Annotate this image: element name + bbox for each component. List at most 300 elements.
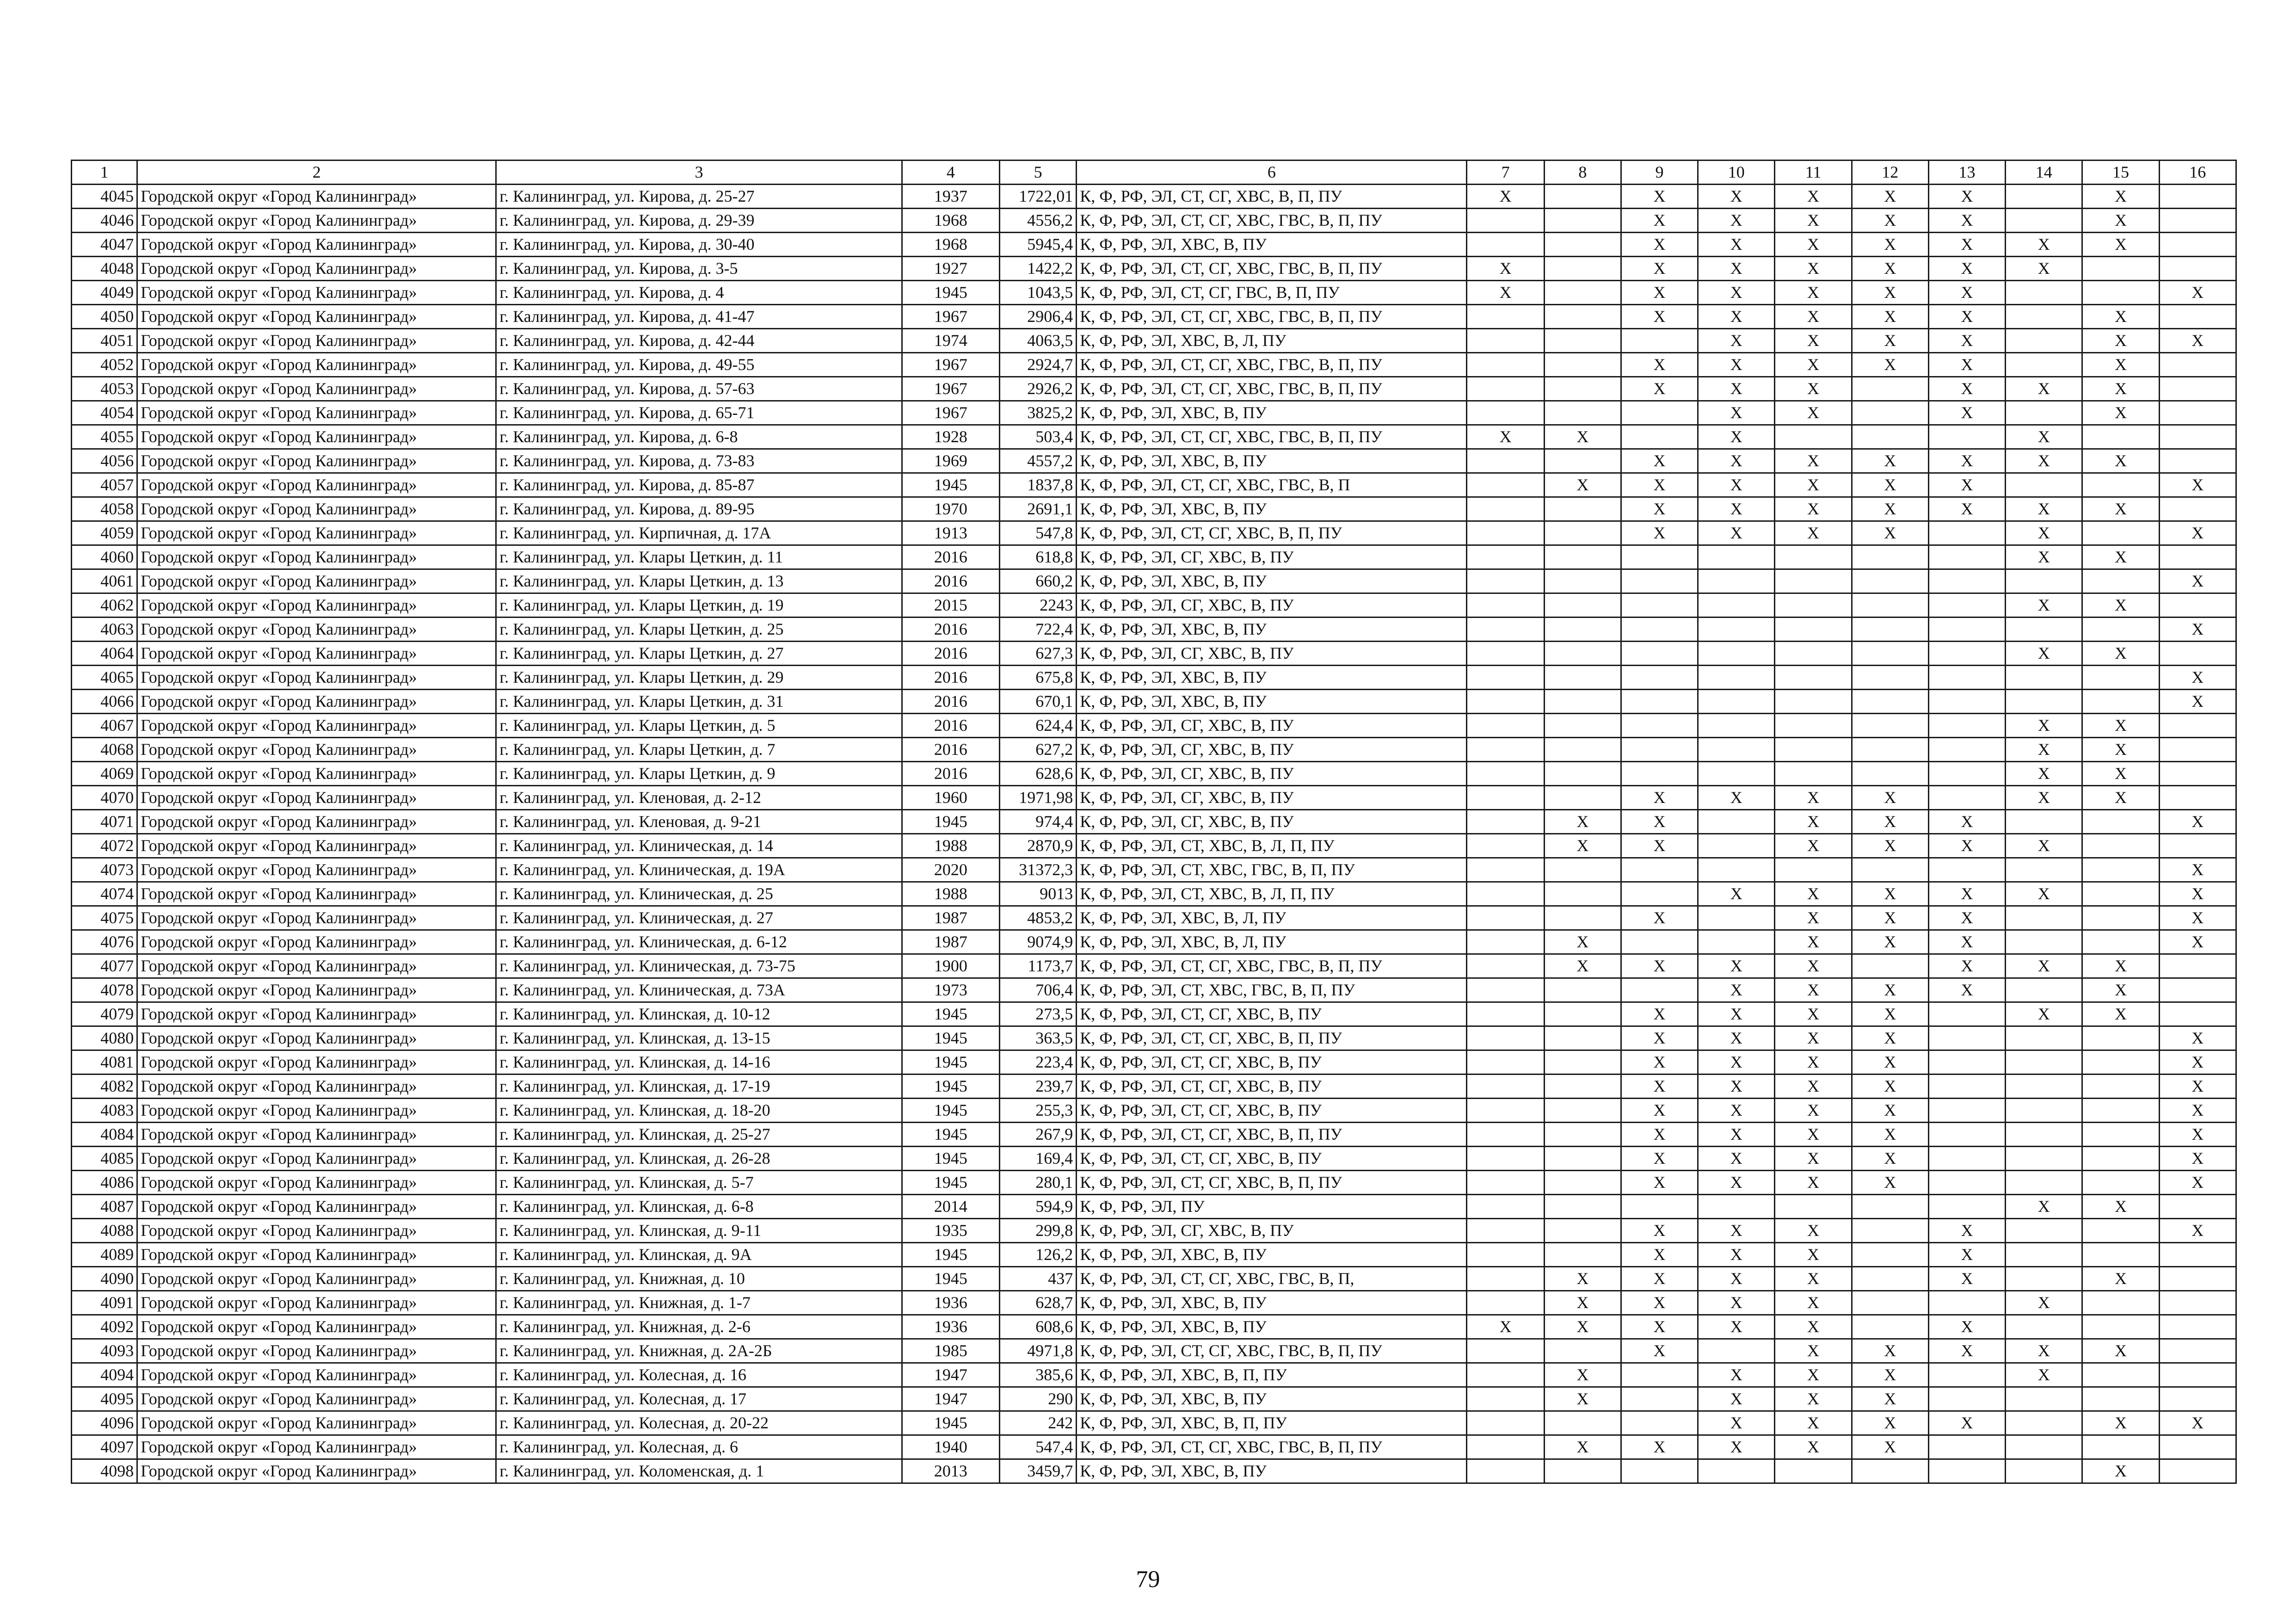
cell-area: 628,7 <box>999 1291 1076 1315</box>
cell-elements: К, Ф, РФ, ЭЛ, СТ, СГ, ХВС, В, П, ПУ <box>1077 521 1467 545</box>
cell-col-15 <box>2082 906 2159 930</box>
cell-row-number: 4096 <box>72 1411 137 1435</box>
table-row <box>72 882 2236 906</box>
cell-col-9: X <box>1621 1147 1698 1171</box>
cell-col-13: X <box>1928 497 2005 521</box>
cell-row-number: 4080 <box>72 1026 137 1050</box>
cell-col-10: X <box>1698 185 1775 209</box>
cell-col-9 <box>1621 642 1698 666</box>
cell-col-8 <box>1544 1339 1621 1363</box>
cell-address: г. Калининград, ул. Клиническая, д. 19А <box>496 858 902 882</box>
cell-address: г. Калининград, ул. Клары Цеткин, д. 9 <box>496 762 902 786</box>
cell-col-14: X <box>2006 954 2082 978</box>
cell-year-built: 1945 <box>902 1411 999 1435</box>
cell-col-13: X <box>1928 233 2005 257</box>
cell-year-built: 1967 <box>902 401 999 425</box>
cell-year-built: 2016 <box>902 762 999 786</box>
cell-col-15 <box>2082 569 2159 593</box>
table-row <box>72 521 2236 545</box>
cell-col-13 <box>1928 1291 2005 1315</box>
cell-address: г. Калининград, ул. Клинская, д. 18-20 <box>496 1099 902 1123</box>
table-row <box>72 954 2236 978</box>
cell-col-14 <box>2006 305 2082 329</box>
cell-col-9: X <box>1621 305 1698 329</box>
cell-col-9: X <box>1621 257 1698 281</box>
cell-col-10: X <box>1698 954 1775 978</box>
cell-year-built: 1968 <box>902 233 999 257</box>
cell-elements: К, Ф, РФ, ЭЛ, СТ, ХВС, В, Л, П, ПУ <box>1077 882 1467 906</box>
cell-col-10: X <box>1698 401 1775 425</box>
cell-row-number: 4066 <box>72 690 137 714</box>
cell-col-15: X <box>2082 1267 2159 1291</box>
cell-elements: К, Ф, РФ, ЭЛ, ХВС, В, ПУ <box>1077 1459 1467 1483</box>
cell-address: г. Калининград, ул. Кирова, д. 30-40 <box>496 233 902 257</box>
cell-row-number: 4078 <box>72 978 137 1002</box>
cell-col-12 <box>1852 425 1928 449</box>
cell-col-13 <box>1928 1171 2005 1195</box>
cell-row-number: 4094 <box>72 1363 137 1387</box>
cell-col-9: X <box>1621 1171 1698 1195</box>
cell-elements: К, Ф, РФ, ЭЛ, СТ, СГ, ХВС, В, ПУ <box>1077 1002 1467 1026</box>
cell-col-13: X <box>1928 257 2005 281</box>
cell-address: г. Калининград, ул. Клары Цеткин, д. 25 <box>496 617 902 642</box>
cell-col-12 <box>1852 401 1928 425</box>
cell-col-9: X <box>1621 281 1698 305</box>
column-header-14: 14 <box>2006 161 2082 185</box>
cell-year-built: 2015 <box>902 593 999 617</box>
cell-year-built: 1937 <box>902 185 999 209</box>
cell-col-14: X <box>2006 1195 2082 1219</box>
cell-col-7 <box>1467 377 1544 401</box>
cell-col-7 <box>1467 1219 1544 1243</box>
cell-col-11: X <box>1775 930 1852 954</box>
cell-col-7: X <box>1467 185 1544 209</box>
cell-col-9 <box>1621 714 1698 738</box>
cell-col-16 <box>2159 1363 2236 1387</box>
cell-col-7 <box>1467 1243 1544 1267</box>
cell-area: 280,1 <box>999 1171 1076 1195</box>
cell-municipality: Городской округ «Город Калининград» <box>137 642 496 666</box>
cell-col-10: X <box>1698 1147 1775 1171</box>
cell-col-12 <box>1852 377 1928 401</box>
cell-col-12: X <box>1852 810 1928 834</box>
cell-row-number: 4065 <box>72 666 137 690</box>
cell-col-8 <box>1544 1195 1621 1219</box>
cell-row-number: 4064 <box>72 642 137 666</box>
cell-col-8 <box>1544 185 1621 209</box>
cell-year-built: 1936 <box>902 1315 999 1339</box>
cell-col-7 <box>1467 1002 1544 1026</box>
cell-col-8 <box>1544 593 1621 617</box>
cell-year-built: 1987 <box>902 930 999 954</box>
cell-col-12 <box>1852 1315 1928 1339</box>
cell-col-9: X <box>1621 786 1698 810</box>
cell-row-number: 4046 <box>72 209 137 233</box>
cell-col-12: X <box>1852 978 1928 1002</box>
table-row <box>72 1219 2236 1243</box>
cell-col-16: X <box>2159 1074 2236 1099</box>
cell-year-built: 1988 <box>902 882 999 906</box>
table-row <box>72 425 2236 449</box>
cell-municipality: Городской округ «Город Калининград» <box>137 401 496 425</box>
table-row <box>72 1123 2236 1147</box>
cell-address: г. Калининград, ул. Клиническая, д. 73-75 <box>496 954 902 978</box>
cell-col-11: X <box>1775 1291 1852 1315</box>
cell-col-7: X <box>1467 425 1544 449</box>
cell-col-12: X <box>1852 930 1928 954</box>
cell-address: г. Калининград, ул. Клинская, д. 17-19 <box>496 1074 902 1099</box>
cell-col-7 <box>1467 1147 1544 1171</box>
cell-col-15: X <box>2082 642 2159 666</box>
cell-col-8 <box>1544 906 1621 930</box>
table-row <box>72 1243 2236 1267</box>
cell-area: 2926,2 <box>999 377 1076 401</box>
cell-col-13 <box>1928 1026 2005 1050</box>
cell-elements: К, Ф, РФ, ЭЛ, СГ, ХВС, В, ПУ <box>1077 786 1467 810</box>
cell-col-9: X <box>1621 209 1698 233</box>
cell-col-12 <box>1852 642 1928 666</box>
cell-col-14: X <box>2006 545 2082 569</box>
cell-col-7 <box>1467 305 1544 329</box>
cell-year-built: 2016 <box>902 642 999 666</box>
table-row <box>72 1339 2236 1363</box>
cell-col-15 <box>2082 617 2159 642</box>
cell-area: 1422,2 <box>999 257 1076 281</box>
cell-area: 670,1 <box>999 690 1076 714</box>
column-number-header-row <box>72 161 2236 185</box>
cell-area: 1837,8 <box>999 473 1076 497</box>
cell-year-built: 1967 <box>902 353 999 377</box>
cell-col-15: X <box>2082 209 2159 233</box>
cell-col-13 <box>1928 642 2005 666</box>
cell-area: 126,2 <box>999 1243 1076 1267</box>
cell-area: 608,6 <box>999 1315 1076 1339</box>
cell-municipality: Городской округ «Город Калининград» <box>137 1339 496 1363</box>
column-header-6: 6 <box>1077 161 1467 185</box>
cell-col-15: X <box>2082 978 2159 1002</box>
cell-area: 4853,2 <box>999 906 1076 930</box>
cell-col-8 <box>1544 714 1621 738</box>
cell-col-15 <box>2082 1026 2159 1050</box>
cell-col-16 <box>2159 738 2236 762</box>
table-row <box>72 666 2236 690</box>
cell-col-8 <box>1544 666 1621 690</box>
cell-col-16: X <box>2159 281 2236 305</box>
cell-elements: К, Ф, РФ, ЭЛ, СТ, ХВС, В, Л, П, ПУ <box>1077 834 1467 858</box>
column-header-12: 12 <box>1852 161 1928 185</box>
cell-col-11: X <box>1775 497 1852 521</box>
cell-col-7 <box>1467 1363 1544 1387</box>
cell-municipality: Городской округ «Город Калининград» <box>137 497 496 521</box>
cell-col-7 <box>1467 690 1544 714</box>
table-row <box>72 497 2236 521</box>
cell-address: г. Калининград, ул. Клары Цеткин, д. 31 <box>496 690 902 714</box>
cell-address: г. Калининград, ул. Кирова, д. 3-5 <box>496 257 902 281</box>
cell-elements: К, Ф, РФ, ЭЛ, ПУ <box>1077 1195 1467 1219</box>
cell-col-9 <box>1621 666 1698 690</box>
cell-col-7 <box>1467 497 1544 521</box>
cell-col-16 <box>2159 1291 2236 1315</box>
cell-col-15 <box>2082 1315 2159 1339</box>
cell-col-14 <box>2006 1411 2082 1435</box>
cell-col-8 <box>1544 545 1621 569</box>
cell-col-11: X <box>1775 954 1852 978</box>
cell-address: г. Калининград, ул. Клинская, д. 9А <box>496 1243 902 1267</box>
cell-municipality: Городской округ «Город Калининград» <box>137 377 496 401</box>
table-row <box>72 1411 2236 1435</box>
cell-col-14 <box>2006 1099 2082 1123</box>
cell-address: г. Калининград, ул. Клинская, д. 10-12 <box>496 1002 902 1026</box>
cell-col-13: X <box>1928 906 2005 930</box>
cell-col-10 <box>1698 545 1775 569</box>
cell-col-9 <box>1621 593 1698 617</box>
cell-col-14: X <box>2006 1339 2082 1363</box>
cell-col-15: X <box>2082 762 2159 786</box>
cell-municipality: Городской округ «Город Калининград» <box>137 954 496 978</box>
table-row <box>72 1195 2236 1219</box>
cell-municipality: Городской округ «Город Калининград» <box>137 449 496 473</box>
cell-address: г. Калининград, ул. Книжная, д. 10 <box>496 1267 902 1291</box>
column-header-8: 8 <box>1544 161 1621 185</box>
cell-elements: К, Ф, РФ, ЭЛ, ХВС, В, ПУ <box>1077 401 1467 425</box>
cell-col-11 <box>1775 714 1852 738</box>
cell-col-10: X <box>1698 1026 1775 1050</box>
cell-col-16: X <box>2159 1219 2236 1243</box>
cell-elements: К, Ф, РФ, ЭЛ, СТ, ХВС, ГВС, В, П, ПУ <box>1077 978 1467 1002</box>
table-row <box>72 1435 2236 1459</box>
cell-area: 660,2 <box>999 569 1076 593</box>
cell-col-12 <box>1852 617 1928 642</box>
table-row <box>72 810 2236 834</box>
cell-col-11: X <box>1775 1387 1852 1411</box>
cell-col-10: X <box>1698 257 1775 281</box>
cell-municipality: Городской округ «Город Калининград» <box>137 1363 496 1387</box>
cell-col-9: X <box>1621 1243 1698 1267</box>
cell-col-14: X <box>2006 642 2082 666</box>
cell-col-10 <box>1698 569 1775 593</box>
cell-col-14: X <box>2006 425 2082 449</box>
cell-col-15: X <box>2082 233 2159 257</box>
cell-col-8 <box>1544 329 1621 353</box>
cell-col-13: X <box>1928 185 2005 209</box>
cell-col-16: X <box>2159 1099 2236 1123</box>
cell-col-15: X <box>2082 545 2159 569</box>
cell-col-7 <box>1467 978 1544 1002</box>
cell-col-11: X <box>1775 1411 1852 1435</box>
cell-col-16 <box>2159 233 2236 257</box>
cell-col-8 <box>1544 449 1621 473</box>
cell-col-7 <box>1467 353 1544 377</box>
cell-col-10 <box>1698 858 1775 882</box>
cell-col-10: X <box>1698 1074 1775 1099</box>
cell-area: 618,8 <box>999 545 1076 569</box>
cell-year-built: 1974 <box>902 329 999 353</box>
cell-col-8 <box>1544 858 1621 882</box>
cell-col-9: X <box>1621 1050 1698 1074</box>
cell-elements: К, Ф, РФ, ЭЛ, ХВС, В, П, ПУ <box>1077 1411 1467 1435</box>
cell-municipality: Городской округ «Город Калининград» <box>137 786 496 810</box>
cell-elements: К, Ф, РФ, ЭЛ, СТ, СГ, ХВС, В, П, ПУ <box>1077 185 1467 209</box>
cell-col-13: X <box>1928 281 2005 305</box>
cell-col-7 <box>1467 1387 1544 1411</box>
cell-elements: К, Ф, РФ, ЭЛ, СТ, СГ, ГВС, В, П, ПУ <box>1077 281 1467 305</box>
cell-col-10: X <box>1698 1050 1775 1074</box>
cell-col-16 <box>2159 1387 2236 1411</box>
cell-address: г. Калининград, ул. Кленовая, д. 9-21 <box>496 810 902 834</box>
cell-col-7 <box>1467 1074 1544 1099</box>
cell-col-12: X <box>1852 209 1928 233</box>
cell-col-7 <box>1467 1026 1544 1050</box>
cell-col-10: X <box>1698 1363 1775 1387</box>
cell-col-7 <box>1467 1459 1544 1483</box>
cell-col-12: X <box>1852 1099 1928 1123</box>
cell-col-10: X <box>1698 1435 1775 1459</box>
cell-address: г. Калининград, ул. Кирова, д. 85-87 <box>496 473 902 497</box>
cell-address: г. Калининград, ул. Клиническая, д. 73А <box>496 978 902 1002</box>
cell-col-10: X <box>1698 377 1775 401</box>
cell-col-8 <box>1544 1147 1621 1171</box>
cell-col-9 <box>1621 569 1698 593</box>
cell-col-8: X <box>1544 1315 1621 1339</box>
cell-row-number: 4073 <box>72 858 137 882</box>
cell-col-14: X <box>2006 762 2082 786</box>
cell-row-number: 4045 <box>72 185 137 209</box>
cell-area: 4971,8 <box>999 1339 1076 1363</box>
cell-year-built: 1947 <box>902 1363 999 1387</box>
cell-row-number: 4093 <box>72 1339 137 1363</box>
cell-area: 2906,4 <box>999 305 1076 329</box>
cell-year-built: 1967 <box>902 377 999 401</box>
cell-col-12 <box>1852 1195 1928 1219</box>
cell-municipality: Городской округ «Город Калининград» <box>137 714 496 738</box>
cell-col-13: X <box>1928 473 2005 497</box>
cell-col-14 <box>2006 810 2082 834</box>
cell-col-16: X <box>2159 882 2236 906</box>
cell-col-8 <box>1544 642 1621 666</box>
cell-col-8: X <box>1544 425 1621 449</box>
cell-col-10: X <box>1698 209 1775 233</box>
table-row <box>72 257 2236 281</box>
cell-col-15: X <box>2082 329 2159 353</box>
cell-row-number: 4091 <box>72 1291 137 1315</box>
cell-address: г. Калининград, ул. Кирова, д. 4 <box>496 281 902 305</box>
cell-col-9: X <box>1621 834 1698 858</box>
cell-col-15 <box>2082 1099 2159 1123</box>
cell-area: 223,4 <box>999 1050 1076 1074</box>
cell-col-12: X <box>1852 1147 1928 1171</box>
cell-col-8 <box>1544 1074 1621 1099</box>
cell-year-built: 2020 <box>902 858 999 882</box>
cell-col-9 <box>1621 617 1698 642</box>
cell-col-10: X <box>1698 1099 1775 1123</box>
cell-col-9: X <box>1621 377 1698 401</box>
cell-municipality: Городской округ «Город Калининград» <box>137 1435 496 1459</box>
cell-col-10: X <box>1698 1411 1775 1435</box>
cell-col-11 <box>1775 690 1852 714</box>
cell-area: 242 <box>999 1411 1076 1435</box>
cell-col-11: X <box>1775 978 1852 1002</box>
cell-address: г. Калининград, ул. Клиническая, д. 14 <box>496 834 902 858</box>
cell-col-10: X <box>1698 1315 1775 1339</box>
cell-col-16: X <box>2159 1171 2236 1195</box>
cell-address: г. Калининград, ул. Клинская, д. 6-8 <box>496 1195 902 1219</box>
registry-table <box>71 160 2237 1484</box>
cell-col-15: X <box>2082 1459 2159 1483</box>
cell-col-14 <box>2006 1026 2082 1050</box>
cell-address: г. Калининград, ул. Колесная, д. 16 <box>496 1363 902 1387</box>
cell-col-16 <box>2159 449 2236 473</box>
cell-municipality: Городской округ «Город Калининград» <box>137 906 496 930</box>
cell-col-13 <box>1928 1050 2005 1074</box>
cell-col-12: X <box>1852 281 1928 305</box>
cell-col-10 <box>1698 642 1775 666</box>
column-header-1: 1 <box>72 161 137 185</box>
cell-col-8 <box>1544 882 1621 906</box>
cell-col-12 <box>1852 593 1928 617</box>
cell-col-11: X <box>1775 1099 1852 1123</box>
table-row <box>72 714 2236 738</box>
cell-col-13 <box>1928 714 2005 738</box>
cell-col-16 <box>2159 786 2236 810</box>
cell-elements: К, Ф, РФ, ЭЛ, СТ, СГ, ХВС, В, ПУ <box>1077 1147 1467 1171</box>
cell-year-built: 1960 <box>902 786 999 810</box>
cell-area: 624,4 <box>999 714 1076 738</box>
cell-col-12 <box>1852 1291 1928 1315</box>
cell-row-number: 4077 <box>72 954 137 978</box>
cell-address: г. Калининград, ул. Книжная, д. 2А-2Б <box>496 1339 902 1363</box>
cell-col-7 <box>1467 954 1544 978</box>
cell-col-12: X <box>1852 305 1928 329</box>
cell-col-15 <box>2082 1123 2159 1147</box>
cell-col-15: X <box>2082 786 2159 810</box>
cell-area: 706,4 <box>999 978 1076 1002</box>
cell-col-7 <box>1467 473 1544 497</box>
cell-row-number: 4049 <box>72 281 137 305</box>
cell-elements: К, Ф, РФ, ЭЛ, ХВС, В, ПУ <box>1077 1387 1467 1411</box>
cell-col-12: X <box>1852 1002 1928 1026</box>
cell-address: г. Калининград, ул. Кирова, д. 41-47 <box>496 305 902 329</box>
cell-col-8: X <box>1544 930 1621 954</box>
cell-col-12: X <box>1852 233 1928 257</box>
cell-col-13 <box>1928 786 2005 810</box>
cell-col-7 <box>1467 1171 1544 1195</box>
cell-col-8 <box>1544 401 1621 425</box>
cell-elements: К, Ф, РФ, ЭЛ, ХВС, В, ПУ <box>1077 617 1467 642</box>
cell-col-13 <box>1928 1099 2005 1123</box>
table-row <box>72 858 2236 882</box>
cell-col-9 <box>1621 1363 1698 1387</box>
cell-col-7 <box>1467 738 1544 762</box>
cell-elements: К, Ф, РФ, ЭЛ, СТ, СГ, ХВС, ГВС, В, П, ПУ <box>1077 1339 1467 1363</box>
cell-col-11: X <box>1775 1267 1852 1291</box>
cell-col-16: X <box>2159 521 2236 545</box>
cell-col-15 <box>2082 834 2159 858</box>
cell-col-13 <box>1928 569 2005 593</box>
cell-col-15 <box>2082 521 2159 545</box>
cell-col-11 <box>1775 858 1852 882</box>
cell-year-built: 2016 <box>902 617 999 642</box>
cell-municipality: Городской округ «Город Калининград» <box>137 1315 496 1339</box>
cell-col-13: X <box>1928 1219 2005 1243</box>
cell-col-10 <box>1698 1339 1775 1363</box>
cell-col-14: X <box>2006 834 2082 858</box>
table-row <box>72 185 2236 209</box>
cell-col-15: X <box>2082 1339 2159 1363</box>
cell-col-12 <box>1852 1459 1928 1483</box>
cell-col-8 <box>1544 1002 1621 1026</box>
cell-col-15 <box>2082 281 2159 305</box>
cell-col-11: X <box>1775 1363 1852 1387</box>
